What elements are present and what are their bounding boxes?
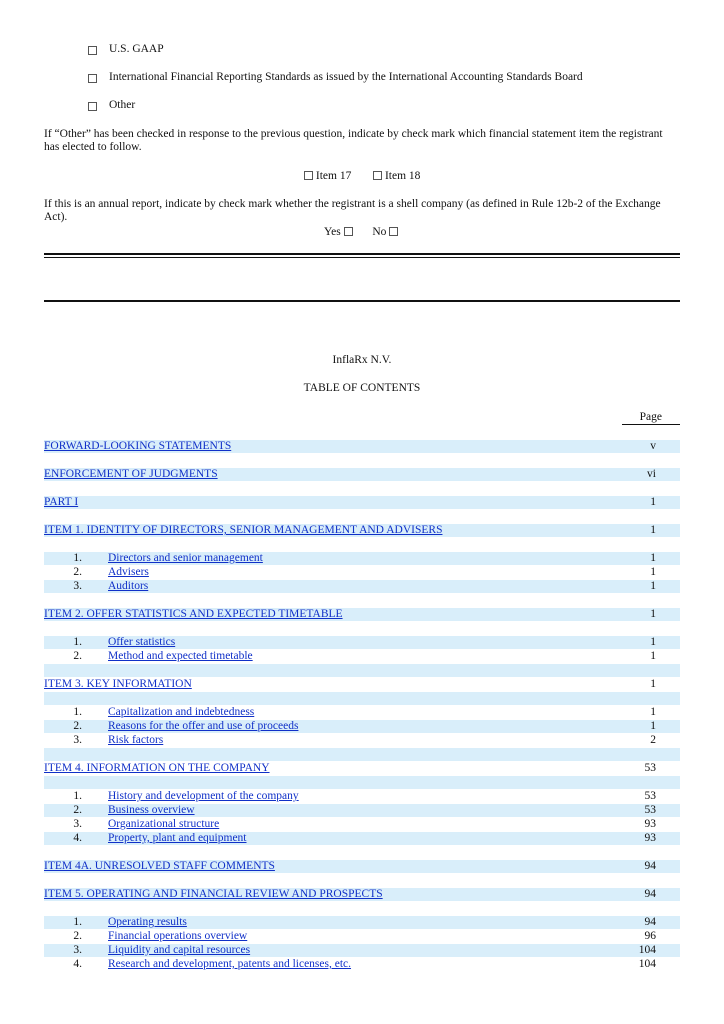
yes-label: Yes [324, 226, 341, 238]
toc-sub-number: 1. [73, 706, 82, 718]
item17-label: Item 17 [315, 170, 352, 182]
item18-label: Item 18 [384, 170, 421, 182]
other-checkbox[interactable] [88, 102, 97, 111]
toc-sub-number: 1. [73, 552, 82, 564]
toc-sub-number: 2. [73, 650, 82, 662]
toc-page-number: 104 [638, 944, 656, 956]
shell-question: If this is an annual report, indicate by check mark whether the registrant is a shell company (as defined in Rule 12b-2 of the Exchange Act). [44, 198, 661, 223]
toc-link-operating-results[interactable]: Operating results [108, 916, 187, 928]
toc-page-number: 53 [644, 762, 656, 774]
toc-sub-number: 2. [73, 566, 82, 578]
other-question: If “Other” has been checked in response to the previous question, indicate by check mark which financial statement item the registrant has elected to follow. [44, 128, 663, 153]
toc-link-part-1[interactable]: PART I [44, 496, 79, 508]
toc-link-item-3[interactable]: ITEM 3. KEY INFORMATION [44, 678, 192, 690]
toc-page-number: 53 [644, 790, 656, 802]
no-label: No [372, 226, 387, 238]
toc-page-number: 93 [644, 818, 656, 830]
page-column-header: Page [639, 411, 662, 423]
toc-link-method-and-expected-timetable[interactable]: Method and expected timetable [108, 650, 253, 662]
toc-link-financial-operations-overview[interactable]: Financial operations overview [108, 930, 248, 942]
toc-sub-number: 2. [73, 930, 82, 942]
page-header-underline [622, 424, 680, 425]
toc-link-directors-and-senior-management[interactable]: Directors and senior management [108, 552, 263, 564]
toc-page-number: 1 [650, 650, 656, 662]
toc-link-reasons-for-the-offer[interactable]: Reasons for the offer and use of proceeds [108, 720, 299, 732]
toc-sub-number: 4. [73, 958, 82, 970]
toc-link-property-plant-and-equipment[interactable]: Property, plant and equipment [108, 832, 247, 844]
toc-sub-number: 1. [73, 636, 82, 648]
toc-link-capitalization-and-indebtedness[interactable]: Capitalization and indebtedness [108, 706, 255, 718]
toc-page-number: 1 [650, 580, 656, 592]
toc-sub-number: 3. [73, 944, 82, 956]
toc-link-item-1[interactable]: ITEM 1. IDENTITY OF DIRECTORS, SENIOR MANAGEMENT AND ADVISERS [44, 524, 443, 536]
toc-band [44, 496, 680, 509]
toc-sub-number: 1. [73, 790, 82, 802]
toc-page-number: 1 [650, 566, 656, 578]
toc-page-number: 1 [650, 720, 656, 732]
toc-page-number: 96 [644, 930, 656, 942]
toc-page-number: 1 [650, 496, 656, 508]
toc-page-number: 1 [650, 678, 656, 690]
yes-no-row [324, 226, 398, 238]
toc-page-number: v [650, 440, 656, 452]
toc-sub-number: 2. [73, 804, 82, 816]
toc-page-number: 1 [650, 636, 656, 648]
toc-page-number: 1 [650, 608, 656, 620]
toc-link-liquidity-and-capital-resources[interactable]: Liquidity and capital resources [108, 944, 251, 956]
gaap-checkbox[interactable] [88, 46, 97, 55]
toc-link-offer-statistics[interactable]: Offer statistics [108, 636, 176, 648]
yes-checkbox[interactable] [344, 227, 353, 236]
toc-page-number: 94 [644, 916, 656, 928]
toc-link-organizational-structure[interactable]: Organizational structure [108, 818, 220, 830]
item-choice-row [304, 170, 420, 182]
toc-page-number: 104 [638, 958, 656, 970]
toc-sub-number: 1. [73, 916, 82, 928]
toc-band [44, 748, 680, 761]
toc-link-business-overview[interactable]: Business overview [108, 804, 195, 816]
company-name: InflaRx N.V. [332, 354, 392, 366]
toc-link-auditors[interactable]: Auditors [108, 580, 149, 592]
toc-band [44, 664, 680, 677]
toc-link-research-and-development[interactable]: Research and development, patents and licenses, etc. [108, 958, 352, 970]
toc-band [44, 692, 680, 705]
toc-sub-number: 3. [73, 734, 82, 746]
toc-link-history-and-development[interactable]: History and development of the company [108, 790, 299, 802]
toc-page-number: 1 [650, 524, 656, 536]
toc-page-number: 94 [644, 888, 656, 900]
item17-checkbox[interactable] [304, 171, 313, 180]
toc-sub-number: 3. [73, 580, 82, 592]
other-label: Other [109, 99, 136, 111]
toc-sub-number: 4. [73, 832, 82, 844]
toc-link-item-2[interactable]: ITEM 2. OFFER STATISTICS AND EXPECTED TIMETABLE [44, 608, 343, 620]
toc-page-number: vi [647, 468, 656, 480]
toc-sub-number: 2. [73, 720, 82, 732]
toc-link-risk-factors[interactable]: Risk factors [108, 734, 164, 746]
toc-link-item-5[interactable]: ITEM 5. OPERATING AND FINANCIAL REVIEW AND PROSPECTS [44, 888, 383, 900]
item18-checkbox[interactable] [373, 171, 382, 180]
double-rule-top [44, 253, 680, 255]
no-checkbox[interactable] [389, 227, 398, 236]
toc-page-number: 2 [650, 734, 656, 746]
toc-band [44, 776, 680, 789]
ifrs-checkbox[interactable] [88, 74, 97, 83]
toc-page-number: 94 [644, 860, 656, 872]
toc-sub-number: 3. [73, 818, 82, 830]
toc-page-number: 1 [650, 552, 656, 564]
toc-link-item-4[interactable]: ITEM 4. INFORMATION ON THE COMPANY [44, 762, 270, 774]
toc-page-number: 93 [644, 832, 656, 844]
gaap-label: U.S. GAAP [109, 43, 164, 55]
toc-title: TABLE OF CONTENTS [303, 382, 421, 394]
toc-link-forward-looking-statements[interactable]: FORWARD-LOOKING STATEMENTS [44, 440, 232, 452]
toc-page-number: 53 [644, 804, 656, 816]
section-rule [44, 300, 680, 302]
toc-page-number: 1 [650, 706, 656, 718]
toc-link-enforcement-of-judgments[interactable]: ENFORCEMENT OF JUDGMENTS [44, 468, 218, 480]
toc-link-advisers[interactable]: Advisers [108, 566, 149, 578]
double-rule-bottom [44, 257, 680, 258]
ifrs-label: International Financial Reporting Standards as issued by the International Accounting Standards Board [109, 71, 583, 83]
toc-link-item-4a[interactable]: ITEM 4A. UNRESOLVED STAFF COMMENTS [44, 860, 275, 872]
